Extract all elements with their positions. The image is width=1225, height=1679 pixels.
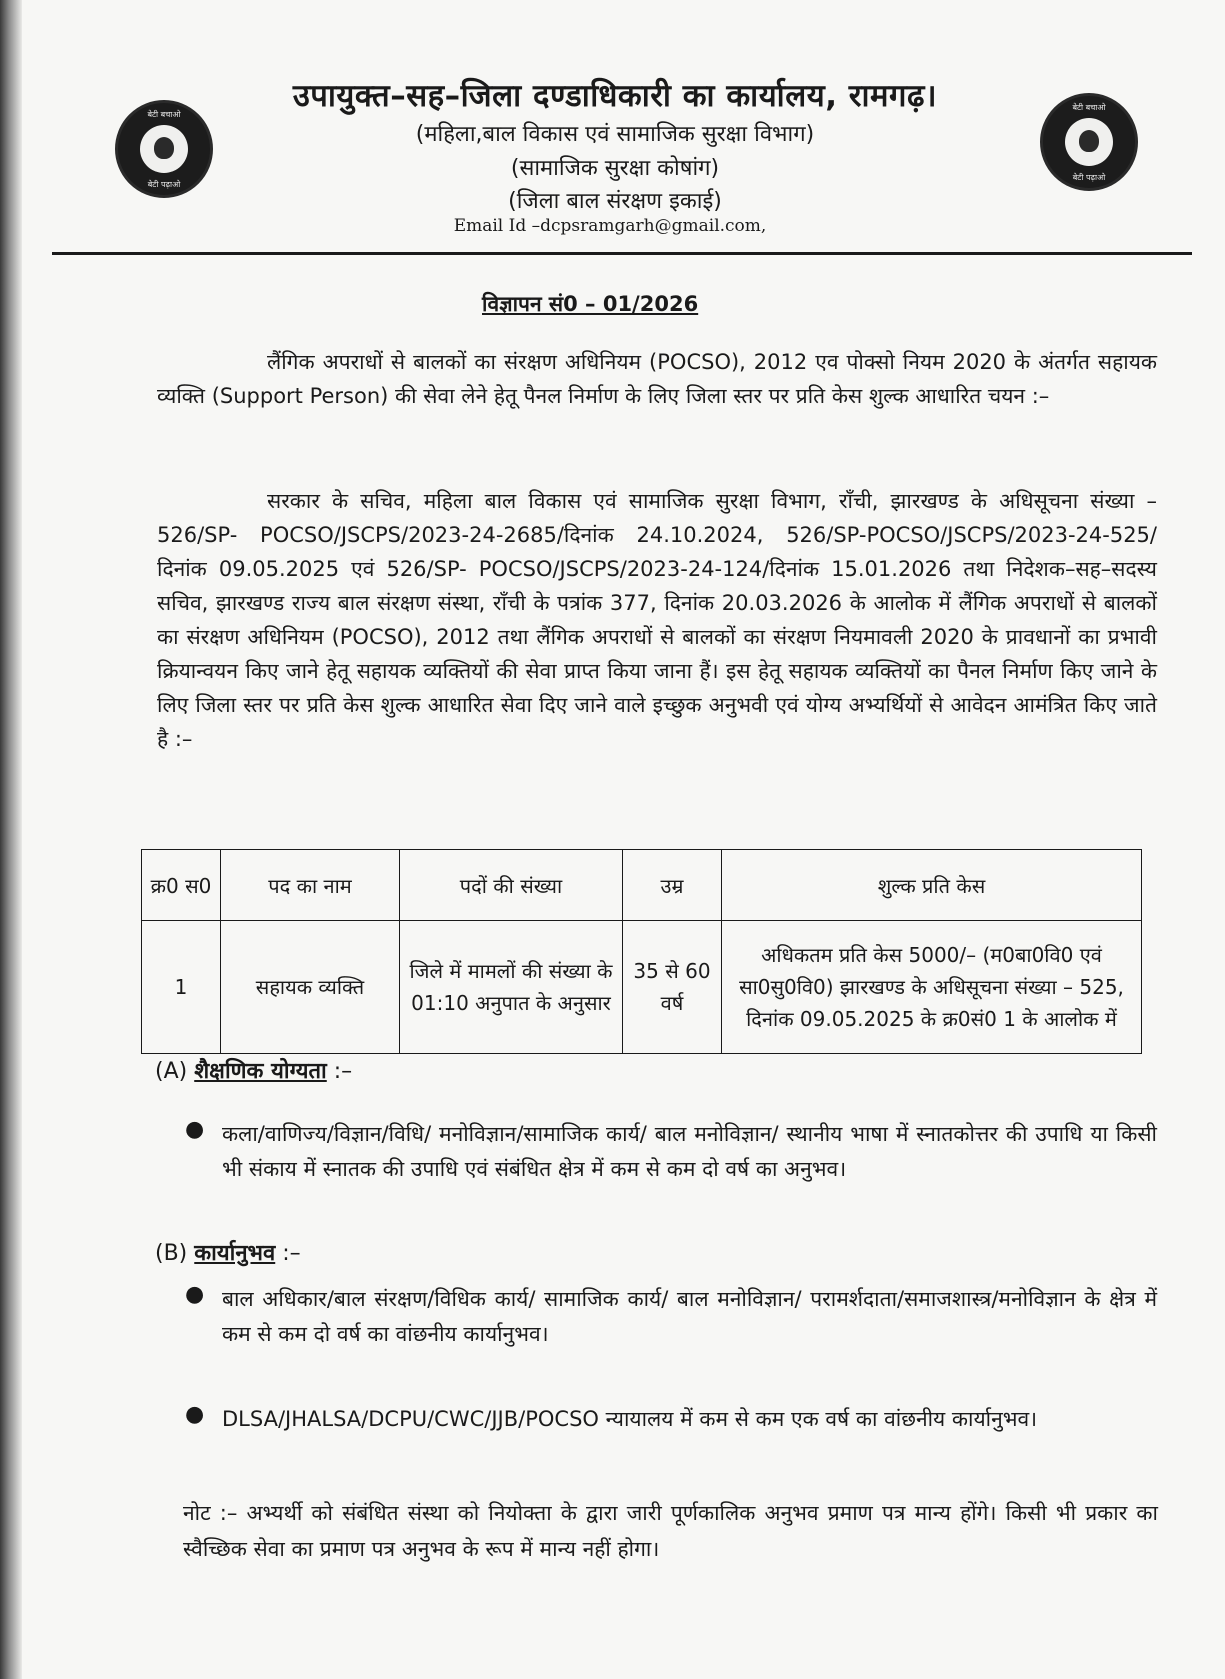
section-b-suffix: :–	[282, 1241, 301, 1266]
office-title: उपायुक्त–सह–जिला दण्डाधिकारी का कार्यालय, रामगढ़।	[292, 78, 938, 114]
posts-table	[141, 849, 1142, 1054]
col-header-fee: शुल्क प्रति केस	[722, 850, 1142, 921]
advertisement-number: विज्ञापन सं0 – 01/2026	[482, 292, 699, 316]
advertisement-subject	[157, 345, 1157, 413]
col-header-sno: क्र0 स0	[142, 850, 221, 921]
department-line: (महिला,बाल विकास एवं सामाजिक सुरक्षा विभाग)	[415, 122, 815, 147]
cell-fee: अधिकतम प्रति केस 5000/– (म0बा0वि0 एवं सा0सु0वि0) झारखण्ड के अधिसूचना संख्या – 525, दिनांक 09.05.2025 के क्र0सं0 1 के आलोक में	[722, 921, 1142, 1054]
cell-count: जिले में मामलों की संख्या के 01:10 अनुपात के अनुसार	[400, 921, 623, 1054]
logo-caption-top: बेटी बचाओ	[1072, 103, 1106, 112]
section-a-heading	[155, 1055, 352, 1085]
section-b-heading	[155, 1237, 301, 1267]
col-header-age: उम्र	[623, 850, 722, 921]
cell-line: (सामाजिक सुरक्षा कोषांग)	[510, 156, 720, 181]
table-header-row	[142, 850, 1142, 921]
scan-edge-shadow	[0, 0, 22, 1679]
subject-text: लैंगिक अपराधों से बालकों का संरक्षण अधिनियम (POCSO), 2012 एव पोक्सो नियम 2020 के अंतर्गत सहायक व्यक्ति (Support Person) की सेवा लेने हेतू पैनल निर्माण के लिए जिला स्तर पर प्रति केस शुल्क आधारित चयन :–	[157, 350, 1157, 408]
logo-caption-bottom: बेटी पढ़ाओ	[147, 180, 181, 189]
logo-caption-bottom: बेटी पढ़ाओ	[1072, 173, 1106, 182]
left-logo-icon	[115, 100, 213, 198]
bullet-icon: ●	[185, 1402, 205, 1427]
section-a-title: शैक्षणिक योग्यता	[194, 1059, 327, 1084]
header-divider	[52, 252, 1192, 255]
cell-sno: 1	[142, 921, 221, 1054]
table-row	[142, 921, 1142, 1054]
body-text: सरकार के सचिव, महिला बाल विकास एवं सामाजिक सुरक्षा विभाग, राँची, झारखण्ड के अधिसूचना संख्या – 526/SP- POCSO/JSCPS/2023-24-2685/दिनांक 24.10.2024, 526/SP-POCSO/JSCPS/2023-24-525/ दिनांक 09.05.2025 एवं 526/SP- POCSO/JSCPS/2023-24-124/दिनांक 15.01.2026 तथा निदेशक–सह–सदस्य सचिव, झारखण्ड राज्य बाल संरक्षण संस्था, राँची के पत्रांक 377, दिनांक 20.03.2026 के आलोक में लैंगिक अपराधों से बालकों का संरक्षण अधिनियम (POCSO), 2012 तथा लैंगिक अपराधों से बालकों का संरक्षण नियमावली 2020 के प्रावधानों का प्रभावी क्रियान्वयन किए जाने हेतू सहायक व्यक्तियों की सेवा प्राप्त किया जाना हैं। इस हेतू सहायक व्यक्तियों का पैनल निर्माण किए जाने के लिए जिला स्तर पर प्रति केस शुल्क आधारित सेवा दिए जाने वाले इच्छुक अनुभवी एवं योग्य अभ्यर्थियों से आवेदन आमंत्रित किए जाते है :–	[157, 489, 1157, 751]
bullet-icon: ●	[185, 1117, 205, 1142]
cell-post: सहायक व्यक्ति	[221, 921, 400, 1054]
list-item: कला/वाणिज्य/विज्ञान/विधि/ मनोविज्ञान/सामाजिक कार्य/ बाल मनोविज्ञान/ स्थानीय भाषा में स्नातकोत्तर की उपाधि या किसी भी संकाय में स्नातक की उपाधि एवं संबंधित क्षेत्र में कम से कम दो वर्ष का अनुभव।	[222, 1122, 1157, 1181]
logo-caption-top: बेटी बचाओ	[147, 110, 181, 119]
cell-age: 35 से 60 वर्ष	[623, 921, 722, 1054]
note-text: नोट :– अभ्यर्थी को संबंधित संस्था को नियोक्ता के द्वारा जारी पूर्णकालिक अनुभव प्रमाण पत्र मान्य होंगे। किसी भी प्रकार का स्वैच्छिक सेवा का प्रमाण पत्र अनुभव के रूप में मान्य नहीं होगा।	[183, 1501, 1158, 1561]
unit-line: (जिला बाल संरक्षण इकाई)	[508, 189, 722, 214]
section-b-title: कार्यानुभव	[194, 1241, 276, 1266]
list-item: DLSA/JHALSA/DCPU/CWC/JJB/POCSO न्यायालय में कम से कम एक वर्ष का वांछनीय कार्यानुभव।	[222, 1407, 1038, 1431]
list-item: बाल अधिकार/बाल संरक्षण/विधिक कार्य/ सामाजिक कार्य/ बाल मनोविज्ञान/ परामर्शदाता/समाजशास्त्र/मनोविज्ञान के क्षेत्र में कम से कम दो वर्ष का वांछनीय कार्यानुभव।	[222, 1287, 1157, 1346]
bullet-icon: ●	[185, 1282, 205, 1307]
section-a-suffix: :–	[333, 1059, 353, 1084]
col-header-post: पद का नाम	[221, 850, 400, 921]
section-a-prefix: (A)	[155, 1059, 188, 1084]
advertisement-body	[157, 484, 1157, 756]
section-b-prefix: (B)	[155, 1241, 188, 1266]
col-header-count: पदों की संख्या	[400, 850, 623, 921]
right-logo-icon	[1040, 93, 1138, 191]
email-id: Email Id –dcpsramgarh@gmail.com,	[453, 216, 767, 236]
